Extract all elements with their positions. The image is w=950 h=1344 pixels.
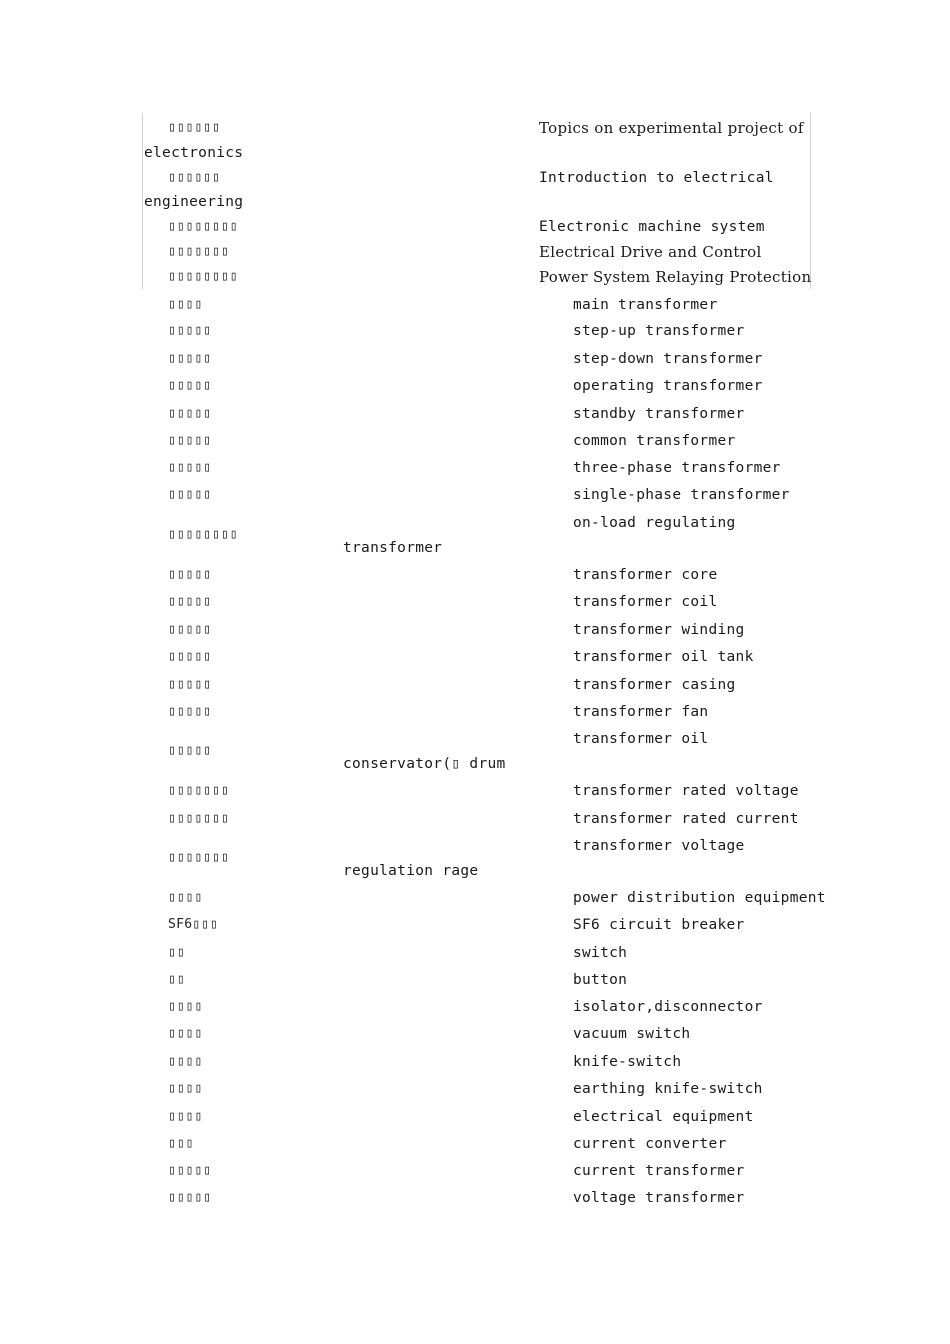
term-en-24: isolator,disconnector <box>573 999 763 1015</box>
term-en-14: transformer casing <box>573 677 736 693</box>
term-en-20: power distribution equipment <box>573 890 826 906</box>
term-cn-21: SF6▯▯▯ <box>168 917 219 932</box>
term-en-3: step-down transformer <box>573 351 763 367</box>
term-en-29: current converter <box>573 1136 727 1152</box>
course-en-3: Electronic machine system <box>539 219 765 235</box>
term-en-23: button <box>573 972 628 988</box>
course-en-4: Electrical Drive and Control <box>539 243 762 261</box>
term-en-8: single-phase transformer <box>573 487 790 503</box>
term-en-26: knife-switch <box>573 1054 682 1070</box>
term-cn-16: ▯▯▯▯▯ <box>168 743 213 758</box>
term-cn-29: ▯▯▯ <box>168 1136 195 1151</box>
term-en-31: voltage transformer <box>573 1190 745 1206</box>
term-en-27: earthing knife-switch <box>573 1081 763 1097</box>
term-cn-23: ▯▯ <box>168 972 186 987</box>
term-cn-25: ▯▯▯▯ <box>168 1026 204 1041</box>
term-en-16-cont: conservator(▯ drum <box>343 756 506 772</box>
term-en-21: SF6 circuit breaker <box>573 917 745 933</box>
term-en-19-cont: regulation rage <box>343 863 479 879</box>
course-cn-1: ▯▯▯▯▯▯ <box>168 120 221 135</box>
term-en-10: transformer core <box>573 567 718 583</box>
term-en-1: main transformer <box>573 297 718 313</box>
term-en-6: common transformer <box>573 433 736 449</box>
term-cn-20: ▯▯▯▯ <box>168 890 204 905</box>
course-en-1: Topics on experimental project of <box>539 119 804 137</box>
term-en-9-cont: transformer <box>343 540 443 556</box>
term-en-17: transformer rated voltage <box>573 783 799 799</box>
term-en-5: standby transformer <box>573 406 745 422</box>
term-cn-15: ▯▯▯▯▯ <box>168 704 213 719</box>
term-en-25: vacuum switch <box>573 1026 691 1042</box>
term-en-4: operating transformer <box>573 378 763 394</box>
term-en-12: transformer winding <box>573 622 745 638</box>
course-en-1-cont: electronics <box>144 145 244 161</box>
term-cn-26: ▯▯▯▯ <box>168 1054 204 1069</box>
term-cn-14: ▯▯▯▯▯ <box>168 677 213 692</box>
course-en-5: Power System Relaying Protection <box>539 268 812 286</box>
term-cn-4: ▯▯▯▯▯ <box>168 378 213 393</box>
term-en-11: transformer coil <box>573 594 718 610</box>
course-cn-5: ▯▯▯▯▯▯▯▯ <box>168 269 239 284</box>
term-cn-30: ▯▯▯▯▯ <box>168 1163 213 1178</box>
term-cn-19: ▯▯▯▯▯▯▯ <box>168 850 230 865</box>
term-cn-1: ▯▯▯▯ <box>168 297 204 312</box>
course-en-2: Introduction to electrical <box>539 170 774 186</box>
term-cn-13: ▯▯▯▯▯ <box>168 649 213 664</box>
term-cn-9: ▯▯▯▯▯▯▯▯ <box>168 527 239 542</box>
course-cn-2: ▯▯▯▯▯▯ <box>168 170 221 185</box>
term-cn-8: ▯▯▯▯▯ <box>168 487 213 502</box>
course-cn-3: ▯▯▯▯▯▯▯▯ <box>168 219 239 234</box>
term-cn-7: ▯▯▯▯▯ <box>168 460 213 475</box>
term-en-28: electrical equipment <box>573 1109 754 1125</box>
term-en-30: current transformer <box>573 1163 745 1179</box>
term-cn-22: ▯▯ <box>168 945 186 960</box>
term-cn-21-prefix: SF6 <box>168 917 193 932</box>
term-cn-11: ▯▯▯▯▯ <box>168 594 213 609</box>
term-en-22: switch <box>573 945 628 961</box>
term-en-9: on-load regulating <box>573 515 736 531</box>
term-cn-10: ▯▯▯▯▯ <box>168 567 213 582</box>
term-en-13: transformer oil tank <box>573 649 754 665</box>
course-en-2-cont: engineering <box>144 194 244 210</box>
term-cn-3: ▯▯▯▯▯ <box>168 351 213 366</box>
term-cn-24: ▯▯▯▯ <box>168 999 204 1014</box>
term-cn-17: ▯▯▯▯▯▯▯ <box>168 783 230 798</box>
term-en-19: transformer voltage <box>573 838 745 854</box>
term-en-18: transformer rated current <box>573 811 799 827</box>
term-cn-5: ▯▯▯▯▯ <box>168 406 213 421</box>
term-cn-31: ▯▯▯▯▯ <box>168 1190 213 1205</box>
term-cn-28: ▯▯▯▯ <box>168 1109 204 1124</box>
term-en-15: transformer fan <box>573 704 709 720</box>
term-cn-6: ▯▯▯▯▯ <box>168 433 213 448</box>
term-cn-12: ▯▯▯▯▯ <box>168 622 213 637</box>
term-en-7: three-phase transformer <box>573 460 781 476</box>
term-cn-2: ▯▯▯▯▯ <box>168 323 213 338</box>
term-cn-27: ▯▯▯▯ <box>168 1081 204 1096</box>
course-cn-4: ▯▯▯▯▯▯▯ <box>168 244 230 259</box>
term-cn-18: ▯▯▯▯▯▯▯ <box>168 811 230 826</box>
term-en-2: step-up transformer <box>573 323 745 339</box>
term-en-16: transformer oil <box>573 731 709 747</box>
